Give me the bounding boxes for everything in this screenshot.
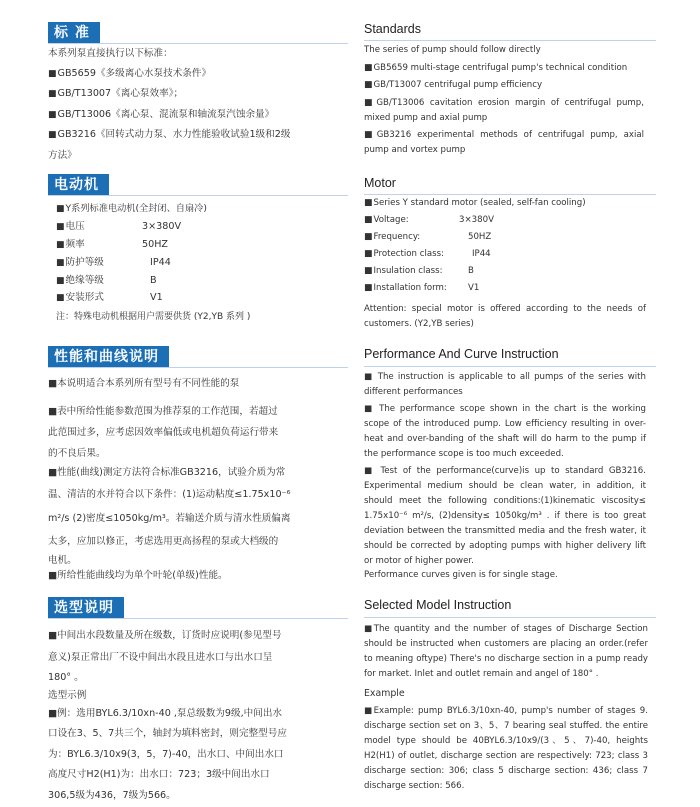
motor-note-en: Attention: special motor is offered according to the needs of customers. (Y2,YB series) xyxy=(364,304,646,329)
motor-note-cn: 注：特殊电动机根据用户需要供货 (Y2,YB 系列 ) xyxy=(56,312,251,322)
example-line-cn: 306,5级为436，7级为566。 xyxy=(48,790,176,801)
example-line-cn: 高度尺寸H2(H1)为：出水口：723；3级中间出水口 xyxy=(48,769,270,780)
motor-label: ■ 绝缘等级 xyxy=(56,272,150,290)
heading-underline xyxy=(48,367,348,368)
performance-para-en: ■ The performance scope shown in the chart is the working scope of the introduced pump. Low efficiency resulting in over-heat and over-banding of the shaft will do harm to the pump if the performance scope is too much exceeded. xyxy=(364,404,646,459)
performance-line-cn: 温、清洁的水并符合以下条件：(1)运动粘度≤1.75x10⁻⁶ xyxy=(48,489,291,500)
motor-label: ■ Insulation class: xyxy=(364,263,468,280)
example-para-en: ■Example: pump BYL6.3/10xn-40, pump's number of stages 9. discharge section set on 3、5、7 bearing seal stuffed. the entire model type should be 40BYL6.3/10x9/(3、5、7)-40, heights H2(H1) of outlet, discharge section are respectively: 723; class 3 discharge section: 306; class 5 discharge section: 436; class 7 discharge section: 566. xyxy=(364,706,648,791)
section-heading-motor-cn: 电动机 xyxy=(48,174,109,196)
motor-label: ■ Protection class: xyxy=(364,246,472,263)
motor-row-insulation-cn xyxy=(56,272,157,290)
motor-row-protection-en xyxy=(364,246,491,263)
heading-underline xyxy=(364,617,656,618)
motor-value: 50HZ xyxy=(468,232,492,242)
standards-intro-en: The series of pump should follow directly xyxy=(364,45,541,55)
motor-row-protection-cn xyxy=(56,254,171,272)
motor-row-insulation-en xyxy=(364,263,474,280)
section-heading-performance-en: Performance And Curve Instruction xyxy=(364,347,559,361)
performance-line-cn: ■本说明适合本系列所有型号有不同性能的泵 xyxy=(48,378,240,389)
section-heading-selection-cn: 选型说明 xyxy=(48,597,124,619)
selection-para-en: ■The quantity and the number of stages of Discharge Section should be instructed when customers are placing an order.(refer to meaning oftype) There's no discharge section in a pump ready for market. Inlet and outlet remain and angel of 180° . xyxy=(364,624,648,679)
section-heading-performance-cn: 性能和曲线说明 xyxy=(48,346,169,368)
standard-item-cn: ■ GB5659《多级离心水泵技术条件》 xyxy=(48,64,211,84)
motor-label: ■ Frequency: xyxy=(364,229,468,246)
motor-row-frequency-cn xyxy=(56,236,168,254)
section-heading-standards-en: Standards xyxy=(364,22,421,36)
motor-label: ■ 电压 xyxy=(56,218,142,236)
standard-item-cn: ■ GB/T13007《离心泵效率》； xyxy=(48,84,183,104)
motor-row-voltage-cn xyxy=(56,218,181,236)
selection-line-cn: 180° 。 xyxy=(48,672,84,683)
performance-para-en: ■ The instruction is applicable to all pumps of the series with different performances xyxy=(364,372,646,397)
standard-item-cn-cont: 方法》 xyxy=(48,150,77,161)
motor-value: IP44 xyxy=(150,257,171,268)
heading-underline xyxy=(48,618,348,619)
motor-label: ■ 频率 xyxy=(56,236,142,254)
example-line-cn: 为：BYL6.3/10x9(3，5，7)-40，出水口、中间出水口 xyxy=(48,749,284,760)
standard-item-en: ■ GB/T13006 cavitation erosion margin of centrifugal pump, mixed pump and axial pump xyxy=(364,96,644,126)
performance-line-cn: ■性能(曲线)测定方法符合标准GB3216，试验介质为常 xyxy=(48,467,286,478)
motor-series-cn: ■ Y系列标准电动机(全封闭、自扇冷) xyxy=(56,200,207,218)
performance-line-cn: ■表中所给性能参数范围为推荐泵的工作范围，若超过 xyxy=(48,406,278,417)
standards-intro-cn: 本系列泵直接执行以下标准： xyxy=(48,48,173,59)
motor-value: 3×380V xyxy=(142,221,182,232)
motor-series-en: ■ Series Y standard motor (sealed, self-fan cooling) xyxy=(364,195,586,212)
section-heading-standards-cn: 标 准 xyxy=(48,22,100,44)
standard-item-en: ■ GB3216 experimental methods of centrifugal pump, axial pump and vortex pump xyxy=(364,128,644,158)
heading-underline xyxy=(364,366,656,367)
standard-item-en: ■ GB/T13007 centrifugal pump efficiency xyxy=(364,78,656,93)
heading-underline xyxy=(48,195,348,196)
example-heading-en: Example xyxy=(364,688,405,699)
performance-line-cn: ■所给性能曲线均为单个叶轮(单级)性能。 xyxy=(48,570,228,581)
motor-label: ■ Voltage: xyxy=(364,212,459,229)
performance-line-cn: 的不良后果。 xyxy=(48,448,106,459)
standard-item-cn: ■ GB3216《回转式动力泵、水力性能验收试验1级和2级 xyxy=(48,125,290,145)
motor-row-frequency-en xyxy=(364,229,491,246)
motor-value: B xyxy=(468,266,474,276)
section-heading-selection-en: Selected Model Instruction xyxy=(364,598,512,612)
motor-value: 3×380V xyxy=(459,215,494,225)
motor-value: V1 xyxy=(150,292,163,303)
motor-label: ■ 安装形式 xyxy=(56,289,150,307)
motor-row-voltage-en xyxy=(364,212,494,229)
example-heading-cn: 选型示例 xyxy=(48,690,87,701)
performance-line-cn: 电机。 xyxy=(48,555,77,566)
motor-value: 50HZ xyxy=(142,239,168,250)
motor-row-installation-en xyxy=(364,280,479,297)
performance-line-cn: 太多，应加以修正，考虑选用更高扬程的泵或大档级的 xyxy=(48,536,279,547)
standard-item-cn: ■ GB/T13006《离心泵、混流泵和轴流泵汽蚀余量》 xyxy=(48,105,274,125)
heading-underline xyxy=(364,40,656,41)
example-line-cn: 口设在3、5、7共三个，轴封为填料密封，则完整型号应 xyxy=(48,728,287,739)
section-heading-motor-en: Motor xyxy=(364,176,396,190)
standard-item-en: ■ GB5659 multi-stage centrifugal pump's technical condition xyxy=(364,61,656,76)
motor-label: ■ 防护等级 xyxy=(56,254,150,272)
performance-para-en: Performance curves given is for single stage. xyxy=(364,570,558,580)
performance-para-en: ■ Test of the performance(curve)is up to standard GB3216. Experimental medium should be clean water, in addition, it should meet the following conditions:(1)kinematic viscosity≤ 1.75x10⁻⁶ m²/s, (2)density≤ 1050kg/m³ . if there is too great deviation between the transmitted media and the fresh water, it should be corrected by adopting pumps with higher delivery lift or motor of higher power. xyxy=(364,466,646,566)
performance-line-cn: m²/s (2)密度≤1050kg/m³。若输送介质与清水性质偏离 xyxy=(48,513,291,524)
selection-line-cn: ■中间出水段数量及所在级数，订货时应说明(参见型号 xyxy=(48,630,282,641)
motor-value: IP44 xyxy=(472,249,491,259)
motor-label: ■ Installation form: xyxy=(364,280,468,297)
selection-line-cn: 意义)泵正常出厂不设中间出水段且进水口与出水口呈 xyxy=(48,652,273,663)
example-line-cn: ■例：选用BYL6.3/10xn-40 ,泵总级数为9级,中间出水 xyxy=(48,708,283,719)
performance-line-cn: 此范围过多，应考虑因效率偏低或电机超负荷运行带来 xyxy=(48,427,279,438)
motor-value: B xyxy=(150,275,157,286)
motor-value: V1 xyxy=(468,283,480,293)
motor-row-installation-cn xyxy=(56,289,163,307)
